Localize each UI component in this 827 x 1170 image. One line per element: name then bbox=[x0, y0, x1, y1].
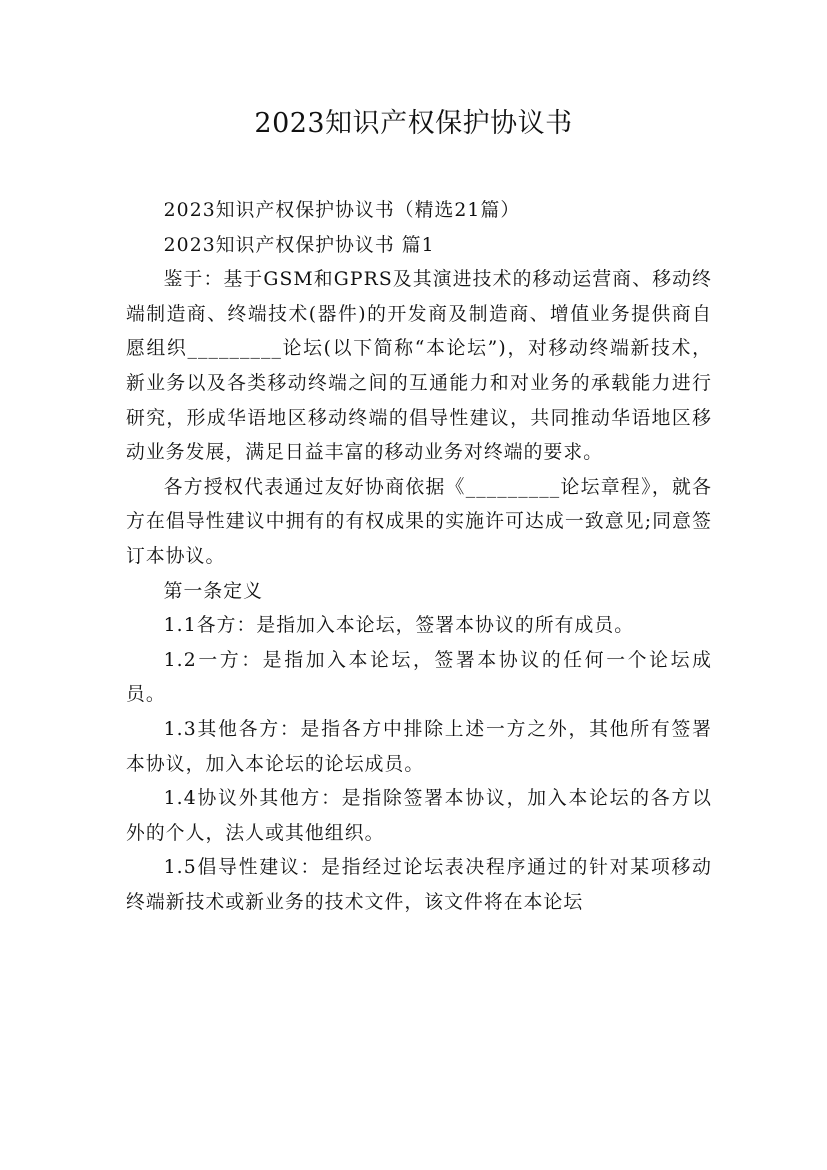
paragraph-definition-1-5: 1.5倡导性建议：是指经过论坛表决程序通过的针对某项移动终端新技术或新业务的技术文件，该文件将在本论坛 bbox=[126, 857, 712, 913]
paragraph-definition-1-2: 1.2一方：是指加入本论坛，签署本协议的任何一个论坛成员。 bbox=[126, 649, 712, 706]
paragraph-preamble: 鉴于：基于GSM和GPRS及其演进技术的移动运营商、移动终端制造商、终端技术(器件)的开发商及制造商、增值业务提供商自愿组织_________论坛(以下简称“本论坛”)，对移动终端新技术，新业务以及各类移动终端之间的互通能力和对业务的承载能力进行研究，形成华语地区移动终端的倡导性建议，共同推动华语地区移动业务发展，满足日益丰富的移动业务对终端的要求。 bbox=[126, 269, 712, 464]
paragraph-article-1-heading: 第一条定义 bbox=[163, 580, 263, 602]
paragraph-definition-1-1: 1.1各方：是指加入本论坛，签署本协议的所有成员。 bbox=[163, 615, 635, 637]
paragraph-section-heading: 2023知识产权保护协议书 篇1 bbox=[163, 234, 435, 256]
document-body bbox=[126, 194, 712, 920]
paragraph-subtitle: 2023知识产权保护协议书（精选21篇） bbox=[163, 200, 521, 221]
paragraph-definition-1-4: 1.4协议外其他方：是指除签署本协议，加入本论坛的各方以外的个人，法人或其他组织。 bbox=[126, 788, 712, 844]
paragraph-definition-1-3: 1.3其他各方：是指各方中排除上述一方之外，其他所有签署本协议，加入本论坛的论坛成员。 bbox=[126, 718, 712, 775]
document-title: 2023知识产权保护协议书 bbox=[254, 108, 573, 139]
paragraph-agreement-basis: 各方授权代表通过友好协商依据《_________论坛章程》，就各方在倡导性建议中拥有的有权成果的实施许可达成一致意见;同意签订本协议。 bbox=[126, 476, 712, 567]
